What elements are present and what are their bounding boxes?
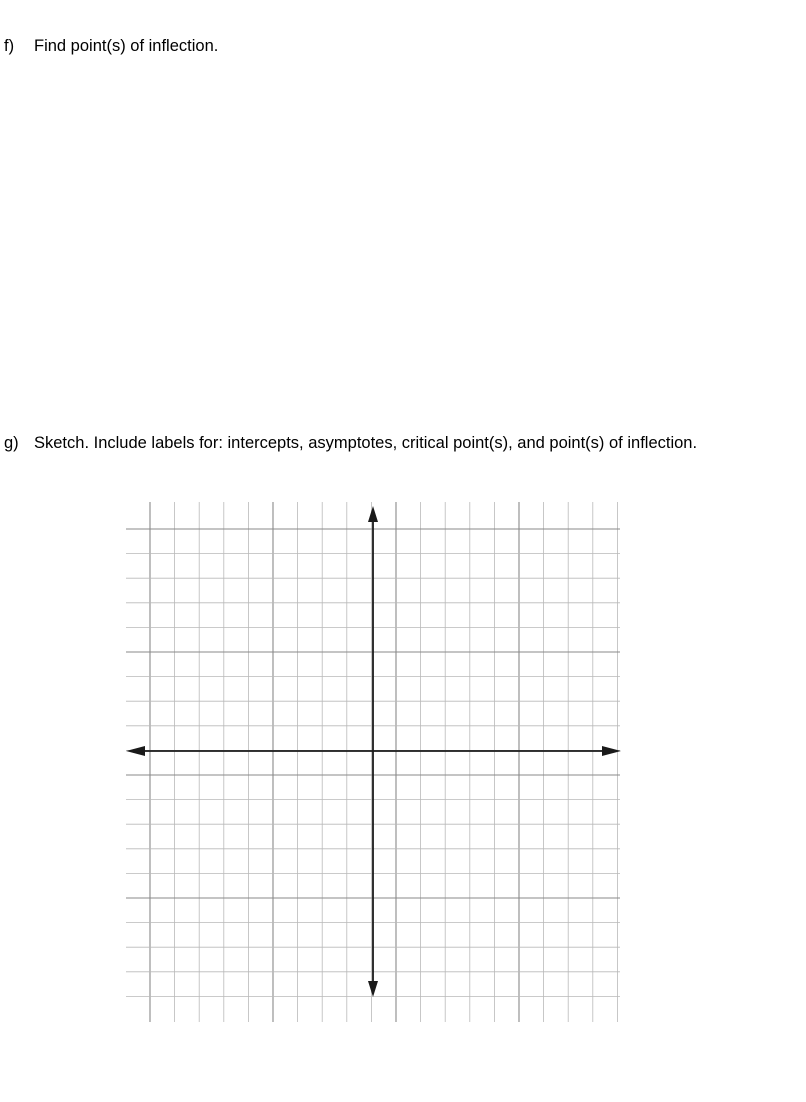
question-f-letter: f) — [4, 37, 15, 55]
question-g-text: Sketch. Include labels for: intercepts, asymptotes, critical point(s), and point(s) of inflection. — [34, 434, 698, 452]
x-axis-left-arrow-icon — [126, 746, 145, 756]
question-g-letter: g) — [4, 434, 19, 452]
x-axis-right-arrow-icon — [602, 746, 621, 756]
y-axis-up-arrow-icon — [368, 506, 378, 522]
axes — [126, 506, 621, 997]
y-axis-down-arrow-icon — [368, 981, 378, 997]
question-f-text: Find point(s) of inflection. — [34, 37, 219, 55]
